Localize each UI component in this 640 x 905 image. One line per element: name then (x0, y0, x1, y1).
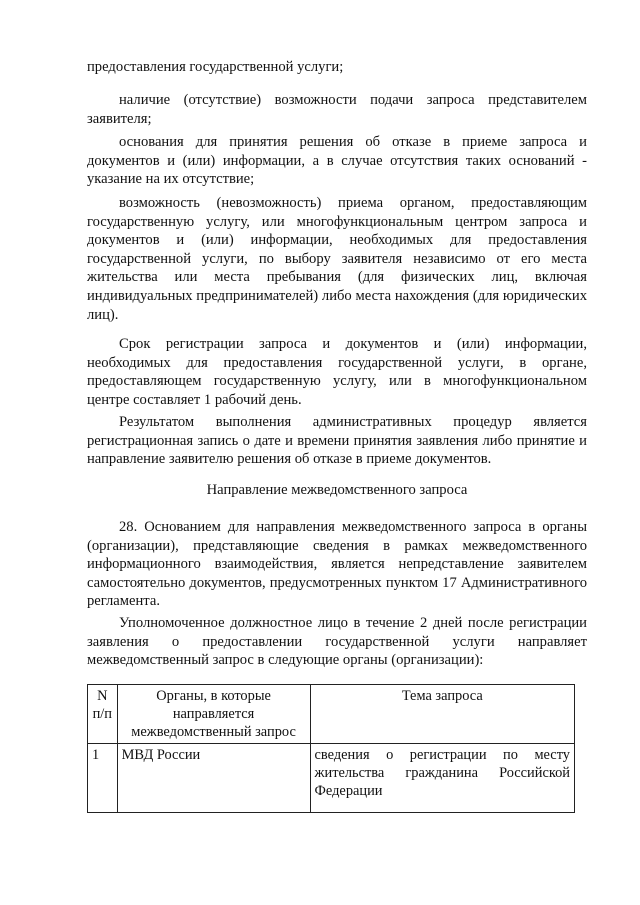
paragraph: предоставления государственной услуги; (87, 59, 344, 75)
paragraph: возможность (невозможность) приема органом, предоставляющим государственную услугу, или многофункциональным центром запроса и документов и (или) информации, необходимых для предоставления государственной услуги, по выбору заявителя независимо от его места жительства или места пребывания (для физических лиц, включая индивидуальных предпринимателей) либо места нахождения (для юридических лиц). (87, 195, 587, 323)
paragraph: наличие (отсутствие) возможности подачи запроса представителем заявителя; (87, 92, 587, 127)
paragraph: Уполномоченное должностное лицо в течение 2 дней после регистрации заявления о предоставлении государственной услуги направляет межведомственный запрос в следующие органы (организации): (87, 615, 587, 669)
paragraph: Срок регистрации запроса и документов и (или) информации, необходимых для предоставления государственной услуги, в органе, предоставляющем государственную услугу, или в многофункциональном центре составляет 1 рабочий день. (87, 336, 587, 408)
cell-topic: сведения о регистрации по месту жительства гражданина Российской Федерации (310, 744, 574, 813)
request-table (87, 684, 575, 813)
paragraph: основания для принятия решения об отказе в приеме запроса и документов и (или) информации, а в случае отсутствия таких оснований - указание на их отсутствие; (87, 134, 587, 188)
table-header-row (88, 685, 575, 744)
header-organs: Органы, в которые направляется межведомственный запрос (117, 685, 310, 744)
header-number: N п/п (88, 685, 118, 744)
header-topic: Тема запроса (310, 685, 574, 744)
section-heading: Направление межведомственного запроса (206, 482, 468, 498)
paragraph: Результатом выполнения административных процедур является регистрационная запись о дате и времени принятия заявления либо принятие и направление заявителю решения об отказе в приеме документов. (87, 414, 587, 468)
paragraph: 28. Основанием для направления межведомственного запроса в органы (организации), представляющие сведения в рамках межведомственного информационного взаимодействия, является непредставление заявителем самостоятельно документов, предусмотренных пунктом 17 Административного регламента. (87, 519, 587, 610)
cell-organ: МВД России (117, 744, 310, 813)
cell-number: 1 (88, 744, 118, 813)
table-row (88, 744, 575, 813)
